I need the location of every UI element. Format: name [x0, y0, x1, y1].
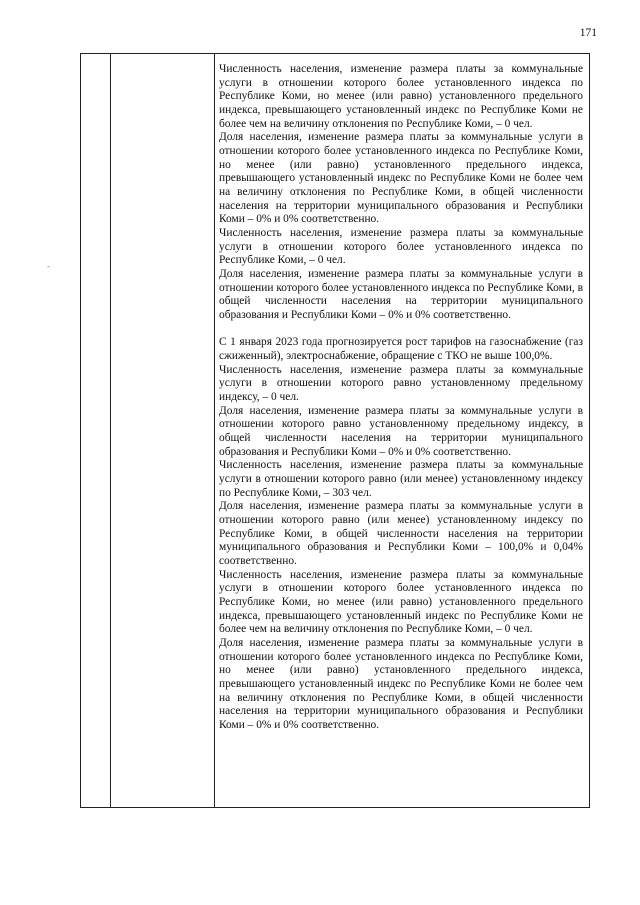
paragraph-gap: [219, 322, 583, 336]
table-text-cell: [219, 63, 583, 733]
paragraph-population-share-above-index-2: Доля населения, изменение размера платы за коммунальные услуги в отношении которого более установленного индекса по Республике Коми, но менее (или равно) установленного предельного индекса, превышающего установленный индекс по Республике Коми не более чем на величину отклонения по Республике Коми, в общей численности населения на территории муниципального образования и Республики Коми – 0% и 0% соответственно.: [219, 636, 583, 731]
paragraph-population-share-below-index: Доля населения, изменение размера платы за коммунальные услуги в отношении которого равно (или менее) установленному индексу по Республике Коми, в общей численности населения на территории муниципального образования и Республики Коми – 100,0% и 0,04% соответственно.: [219, 500, 583, 567]
paragraph-population-share-equal-limit: Доля населения, изменение размера платы за коммунальные услуги в отношении которого равно установленному предельному индексу, в общей численности населения на территории муниципального образования и Республики Коми – 0% и 0% соответственно.: [219, 404, 583, 458]
document-table: [80, 53, 590, 808]
paragraph-population-count-above-index-general: Численность населения, изменение размера платы за коммунальные услуги в отношении которого более установленного индекса по Республике Коми, – 0 чел.: [219, 226, 583, 267]
paragraph-population-count-above-index-2: Численность населения, изменение размера платы за коммунальные услуги в отношении которого более установленного индекса по Республике Коми, но менее (или равно) установленного предельного индекса, превышающего установленный индекс по Республике Коми не более чем на величину отклонения по Республике Коми, – 0 чел.: [219, 568, 583, 636]
table-column-divider-1: [110, 54, 111, 807]
table-column-divider-2: [214, 54, 215, 807]
page-number: 171: [579, 27, 597, 39]
margin-mark: -: [47, 261, 50, 271]
paragraph-population-count-equal-limit: Численность населения, изменение размера платы за коммунальные услуги в отношении которого равно установленному предельному индексу, – 0 чел.: [219, 363, 583, 404]
paragraph-population-share-above-index-general: Доля населения, изменение размера платы за коммунальные услуги в отношении которого более установленного индекса по Республике Коми, в общей численности населения на территории муниципального образования и Республики Коми – 0% и 0% соответственно.: [219, 267, 583, 321]
paragraph-tariff-forecast-2023: С 1 января 2023 года прогнозируется рост тарифов на газоснабжение (газ сжиженный), электроснабжение, обращение с ТКО не выше 100,0%.: [219, 336, 583, 363]
paragraph-population-count-below-index: Численность населения, изменение размера платы за коммунальные услуги в отношении которого равно (или менее) установленному индексу по Республике Коми, – 303 чел.: [219, 459, 583, 499]
paragraph-population-count-above-index: Численность населения, изменение размера платы за коммунальные услуги в отношении которого более установленного индекса по Республике Коми, но менее (или равно) установленного предельного индекса, превышающего установленный индекс по Республике Коми не более чем на величину отклонения по Республике Коми, – 0 чел.: [219, 63, 583, 130]
paragraph-population-share-above-index: Доля населения, изменение размера платы за коммунальные услуги в отношении которого более установленного индекса по Республике Коми, но менее (или равно) установленного предельного индекса, превышающего установленный индекс по Республике Коми не более чем на величину отклонения по Республике Коми, в общей численности населения на территории муниципального образования и Республики Коми – 0% и 0% соответственно.: [219, 131, 583, 226]
